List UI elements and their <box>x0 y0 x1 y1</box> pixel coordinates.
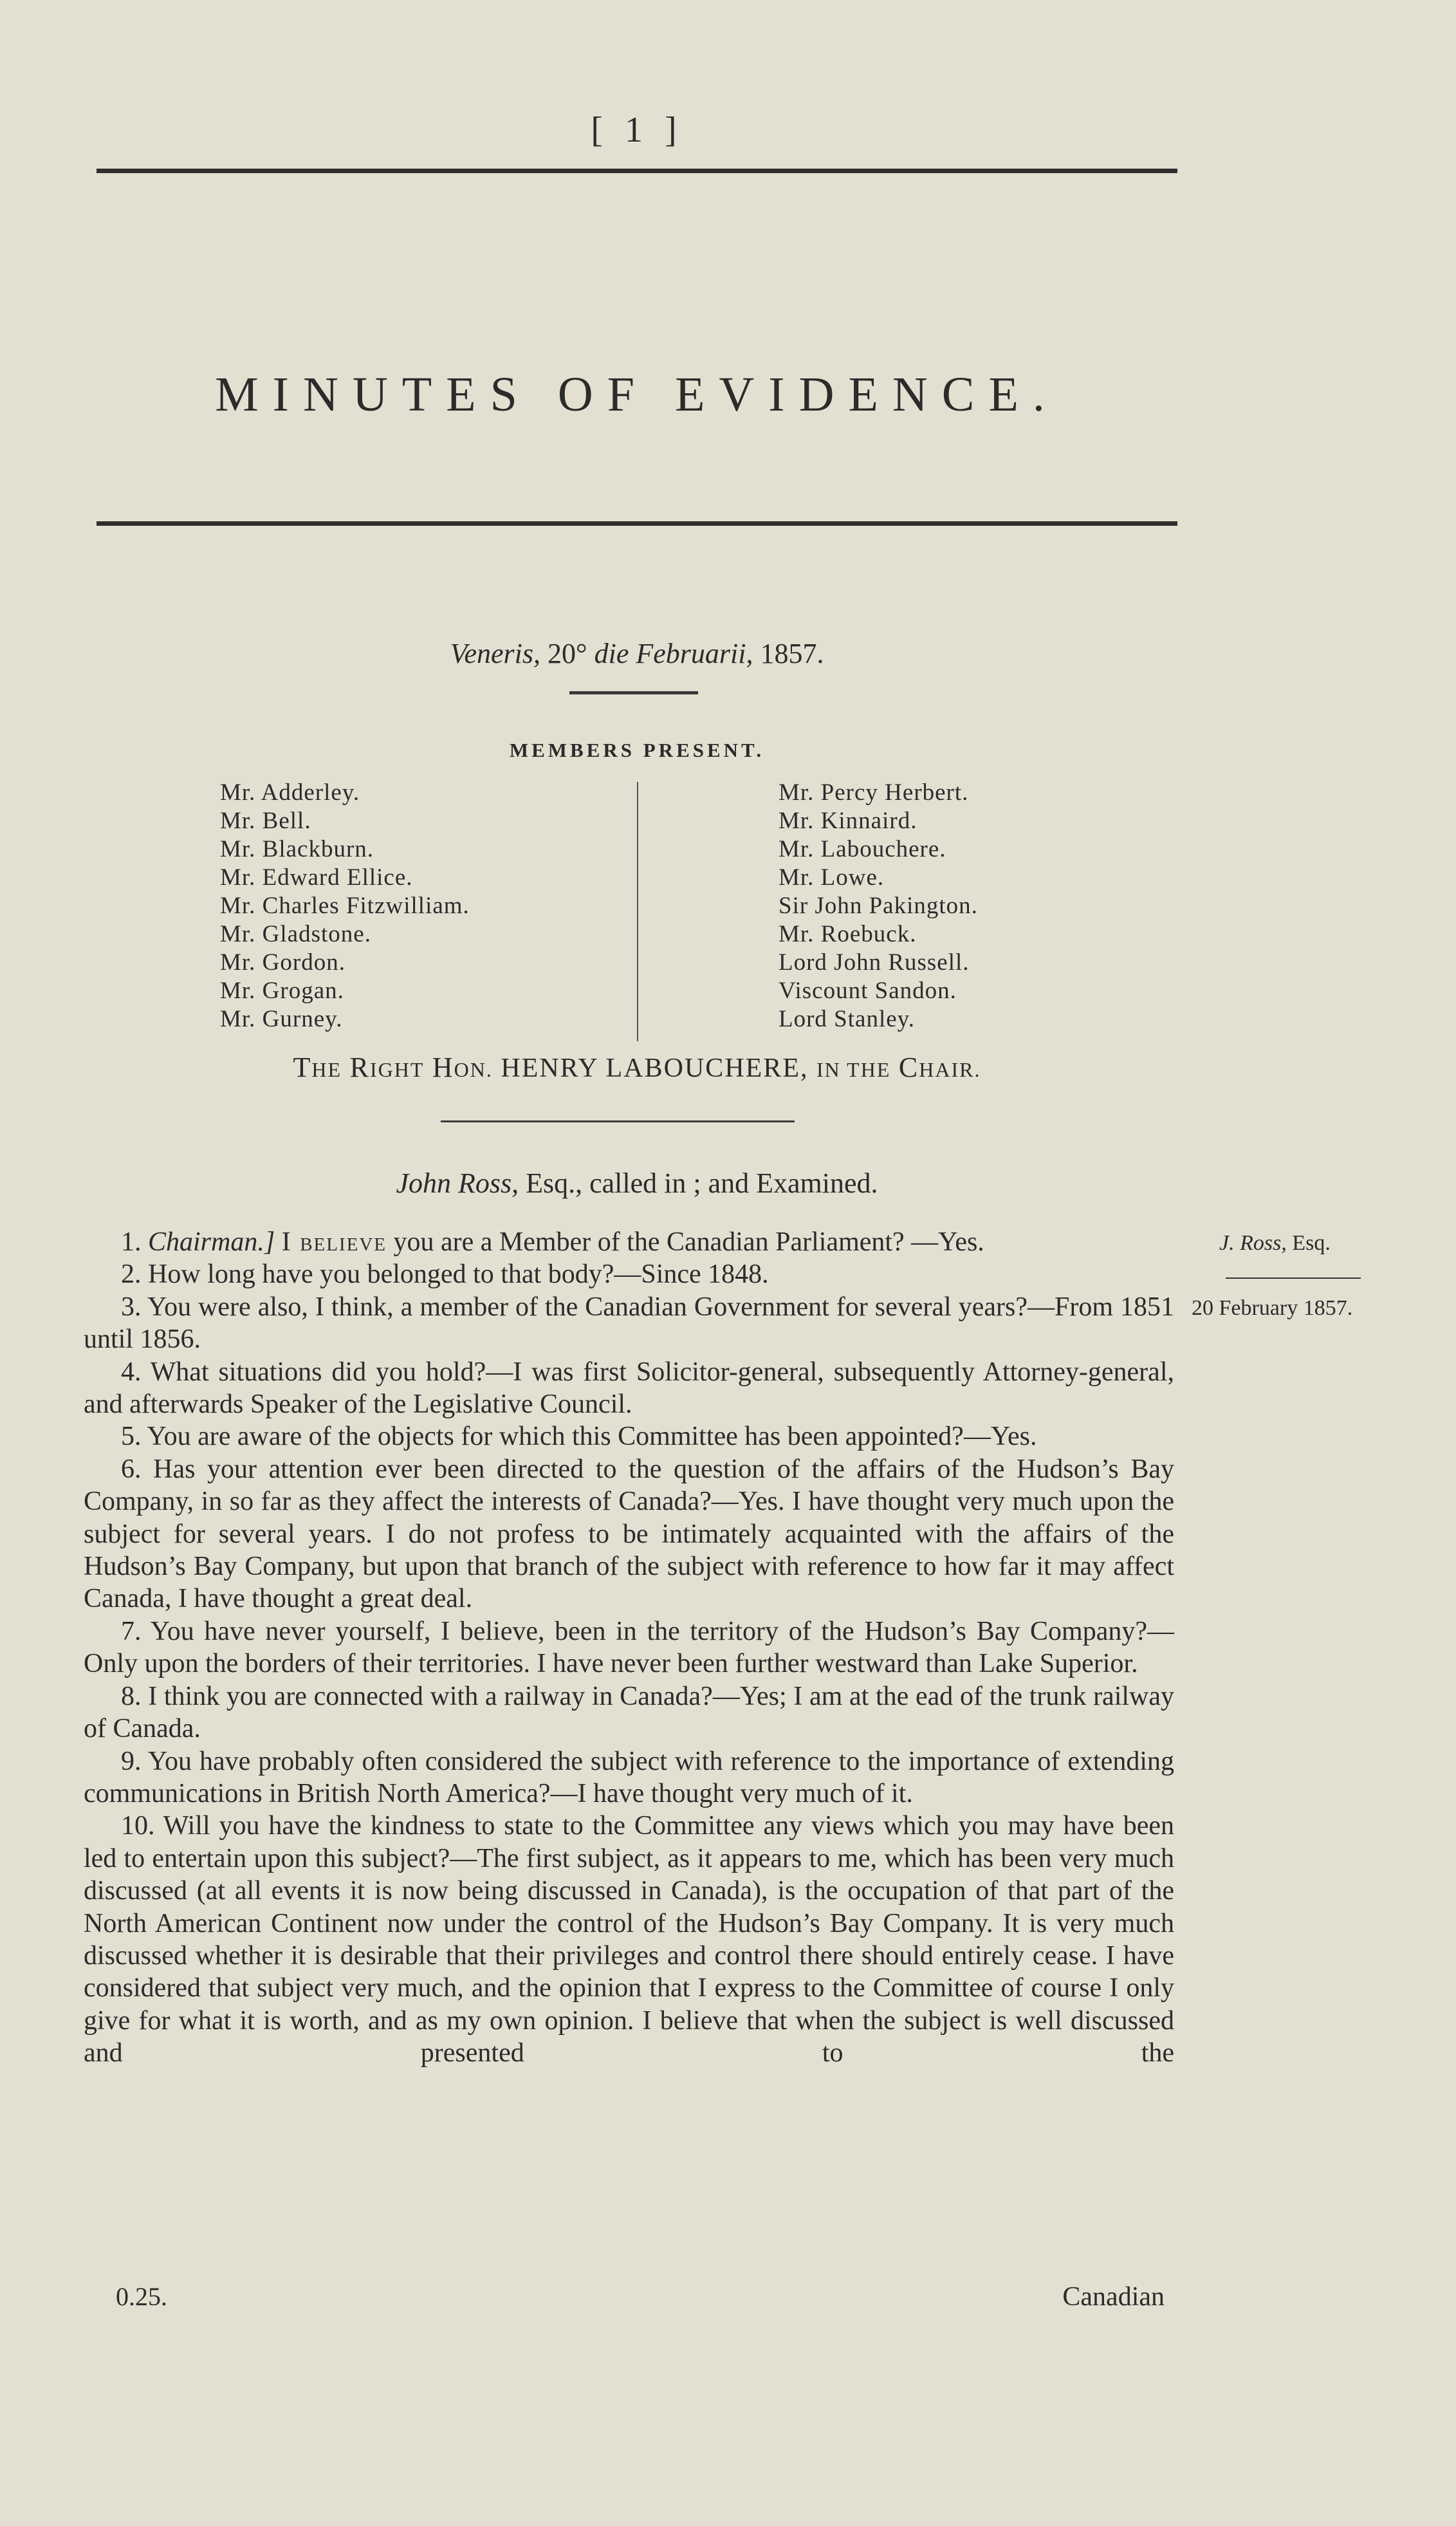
members-divider <box>637 782 638 1041</box>
member-name: Mr. Percy Herbert. <box>779 779 969 806</box>
footer-catchword: Canadian <box>1062 2282 1165 2312</box>
page-title: MINUTES OF EVIDENCE. <box>215 367 1059 422</box>
question <box>84 1356 1174 1421</box>
question-text: Will you have the kindness to state to the Committee any views which you may have been led to entertain upon this subject?—The first subject, as it appears to me, which has been very much discussed (at all events it is now being discussed in Canada), is the occupation of that part of the North American Continent now under the control of the Hudson’s Bay Company. It is very much discussed whether it is desirable that their privileges and control there should entirely cease. I have considered that subject very much, and the opinion that I express to the Committee of course I only give for what it is worth, and as my own opinion. I believe that when the subject is well discussed and presented to the <box>84 1811 1174 2068</box>
question <box>84 1258 1174 1290</box>
chair-word: ON. <box>454 1058 493 1081</box>
date-month: Februarii, <box>636 638 753 669</box>
question-number: 5. <box>121 1422 142 1452</box>
member-name: Mr. Adderley. <box>220 779 360 806</box>
member-name: Mr. Lowe. <box>779 864 885 891</box>
margin-esq: Esq. <box>1292 1231 1331 1255</box>
members-right-column <box>779 779 978 1034</box>
question-text: Has your attention ever been directed to the question of the affairs of the Hudson’s Bay Company, in so far as they affect the interests of Canada?—Yes. I have thought very much upon the subject for several years. I do not profess to be intimately acquainted with the affairs of the Hudson’s Bay Company, but upon that branch of the subject with reference to how far it may affect Canada, I have thought a great deal. <box>84 1454 1174 1614</box>
witness-line <box>97 1167 1177 1200</box>
question-number: 6. <box>121 1454 142 1484</box>
sitting-date <box>97 637 1177 670</box>
title-rule <box>97 521 1177 526</box>
margin-rule <box>1226 1277 1361 1279</box>
margin-date: 20 February 1857. <box>1192 1296 1353 1320</box>
question <box>84 1680 1174 1745</box>
chair-word: T <box>293 1052 312 1083</box>
member-name: Mr. Kinnaird. <box>779 808 917 834</box>
question-text: I think you are connected with a railway in Canada?—Yes; I am at the ead of the trunk railway of Canada. <box>84 1681 1175 1744</box>
chair-line <box>97 1051 1177 1084</box>
member-name: Lord John Russell. <box>779 949 970 976</box>
chair-word: IGHT <box>369 1058 425 1081</box>
date-ordinal: 20° <box>548 638 587 669</box>
question <box>84 1291 1174 1356</box>
date-die: die <box>594 638 629 669</box>
witness-name: John Ross, <box>396 1167 519 1199</box>
chair-word: IN THE <box>816 1058 891 1081</box>
evidence-body <box>84 1226 1174 2070</box>
member-name: Mr. Edward Ellice. <box>220 864 413 891</box>
page-number: [ 1 ] <box>591 110 683 150</box>
question <box>84 1226 1174 1258</box>
question-number: 2. <box>121 1259 142 1290</box>
question-text: How long have you belonged to that body?—Since 1848. <box>148 1259 769 1290</box>
member-name: Mr. Roebuck. <box>779 921 917 947</box>
chair-word: HAIR. <box>919 1058 981 1081</box>
witness-text: Esq., called in ; and Examined. <box>526 1167 878 1199</box>
question-text: You have never yourself, I believe, been in the territory of the Hudson’s Bay Company?—Only upon the borders of their territories. I have never been further westward than Lake Superior. <box>84 1616 1174 1679</box>
question <box>84 1453 1174 1615</box>
question-number: 1. <box>121 1227 142 1257</box>
chair-word: C <box>898 1052 919 1083</box>
member-name: Mr. Labouchere. <box>779 836 946 862</box>
member-name: Mr. Gladstone. <box>220 921 371 947</box>
question-text: What situations did you hold?—I was first Solicitor-general, subsequently Attorney-general, and afterwards Speaker of the Legislative Council. <box>84 1357 1174 1420</box>
question-text: You are aware of the objects for which this Committee has been appointed?—Yes. <box>147 1422 1037 1452</box>
section-rule <box>441 1120 795 1122</box>
member-name: Viscount Sandon. <box>779 978 957 1004</box>
member-name: Mr. Gordon. <box>220 949 346 976</box>
question-number: 9. <box>121 1746 142 1776</box>
margin-witness <box>1219 1231 1331 1256</box>
member-name: Mr. Grogan. <box>220 978 344 1004</box>
chair-word: H <box>432 1052 454 1083</box>
question-number: 10. <box>121 1811 155 1841</box>
question-number: 8. <box>121 1681 142 1711</box>
chairman-name: HENRY LABOUCHERE, <box>501 1054 809 1083</box>
question <box>84 1745 1174 1810</box>
member-name: Mr. Charles Fitzwilliam. <box>220 893 470 919</box>
question <box>84 1420 1174 1453</box>
footer-signature: 0.25. <box>116 2282 167 2311</box>
member-name: Lord Stanley. <box>779 1006 916 1032</box>
chair-word: HE <box>311 1058 342 1081</box>
question-text: You have probably often considered the subject with reference to the importance of extending communications in British North America?—I have thought very much of it. <box>84 1746 1174 1808</box>
question-number: 4. <box>121 1357 142 1387</box>
question <box>84 1615 1174 1680</box>
question-lead: I believe <box>281 1227 387 1257</box>
question <box>84 1810 1174 2069</box>
header-rule <box>97 169 1177 173</box>
question-number: 7. <box>121 1616 142 1646</box>
date-year: 1857. <box>760 638 824 669</box>
date-day: Veneris, <box>450 638 541 669</box>
chair-word: R <box>349 1052 370 1083</box>
question-text: You were also, I think, a member of the Canadian Government for several years?—From 1851 until 1856. <box>84 1292 1174 1355</box>
member-name: Sir John Pakington. <box>779 893 978 919</box>
margin-name: J. Ross, <box>1219 1231 1287 1255</box>
question-text: you are a Member of the Canadian Parliament? —Yes. <box>393 1227 984 1257</box>
member-name: Mr. Bell. <box>220 808 311 834</box>
members-left-column <box>220 779 470 1034</box>
members-heading: MEMBERS PRESENT. <box>509 739 765 761</box>
member-name: Mr. Blackburn. <box>220 836 374 862</box>
question-number: 3. <box>121 1292 142 1322</box>
question-speaker: Chairman.] <box>148 1227 275 1257</box>
date-rule <box>569 691 698 694</box>
member-name: Mr. Gurney. <box>220 1006 343 1032</box>
